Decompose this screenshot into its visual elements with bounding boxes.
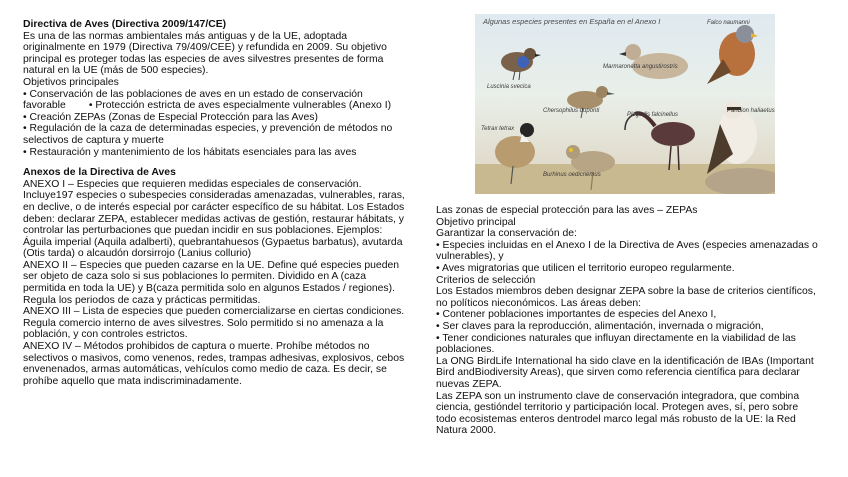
text-line: envenenados, armas automáticas, vehículos como medio de caza. Es decir, se <box>23 364 387 376</box>
text-line: • Restauración y mantenimiento de los hábitats esenciales para las aves <box>23 146 357 158</box>
text-line: deben: declarar ZEPA, establecer medidas activas de gestión, restaurar hábitats, y <box>23 213 404 225</box>
text-line: Incluye197 especies o subespecies consideradas amenazadas, vulnerables, raras, <box>23 190 405 202</box>
text-line: Bird andBiodiversity Areas), que sirven como referencia científica para declarar <box>436 367 800 379</box>
text-line: Regula comercio interno de aves silvestres. Solo permitido si no amenaza a la <box>23 317 384 329</box>
annexes-body <box>23 179 415 388</box>
text-line: Regula los periodos de caza y prácticas permitidas. <box>23 294 261 306</box>
directive-body <box>23 31 415 159</box>
text-line: no políticos nieconómicos. Las áreas deben: <box>436 297 642 309</box>
bluethroat-illustration <box>501 48 541 80</box>
text-line: en declive, o de interés especial por carácter específico de su hábitat. Los Estados <box>23 201 405 213</box>
text-line: Objetivos principales <box>23 76 119 88</box>
text-line: controlar las perturbaciones que puedan incidir en sus poblaciones. Ejemplos: <box>23 225 383 237</box>
text-line: selectivos o masivos, como venenos, redes, trampas adhesivas, explosivos, cebos <box>23 352 405 364</box>
right-column <box>436 205 828 437</box>
text-line: ANEXO III – Lista de especies que pueden comercializarse en ciertas condiciones. <box>23 306 405 318</box>
text-line: nuevas ZEPA. <box>436 378 502 390</box>
text-line: Es una de las normas ambientales más antiguas y de la UE, adoptada <box>23 30 348 42</box>
text-line: Criterios de selección <box>436 274 536 286</box>
figure-caption: Plegadis falcinellus <box>627 112 679 118</box>
text-line: vulnerables), y <box>436 251 504 263</box>
text-line: Águila imperial (Aquila adalberti), quebrantahuesos (Gypaetus barbatus), avutarda <box>23 236 403 248</box>
text-line: Las ZEPA son un instrumento clave de conservación integradora, que combina <box>436 390 800 402</box>
text-line: • Especies incluidas en el Anexo I de la Directiva de Aves (especies amenazadas o <box>436 239 818 251</box>
text-line: permitida en toda la UE) y B(caza permitida solo en algunos Estados / regiones). <box>23 283 395 295</box>
text-line: Garantizar la conservación de: <box>436 228 577 240</box>
figure-caption: Chersophilus duponti <box>543 108 600 114</box>
bird-species-figure <box>475 14 775 194</box>
text-line: Objetivo principal <box>436 216 516 228</box>
text-line: ANEXO IV – Métodos prohibidos de captura o muerte. Prohíbe métodos no <box>23 341 370 353</box>
text-line: ANEXO II – Especies que pueden cazarse en la UE. Define qué especies pueden <box>23 259 400 271</box>
duck-illustration <box>619 44 688 79</box>
text-line: prohíbe aquello que mata indiscriminadamente. <box>23 375 242 387</box>
text-line: • Aves migratorias que utilicen el territorio europeo regularmente. <box>436 262 735 274</box>
figure-caption: Luscinia svecica <box>487 84 531 90</box>
falcon-illustration <box>707 25 758 84</box>
text-line: población, y con controles estrictos. <box>23 329 188 341</box>
left-column <box>23 19 415 387</box>
figure-caption: Tetrax tetrax <box>481 126 515 132</box>
figure-caption: Burhinus oedicnemus <box>543 172 601 178</box>
text-line: (Otis tarda) o alcaudón dorsirrojo (Lanius collurio) <box>23 248 252 260</box>
text-line: Natura 2000. <box>436 425 497 437</box>
text-line: selectivos de captura y muerte <box>23 134 164 146</box>
figure-caption: Falco naumanni <box>707 20 750 26</box>
text-line: • Regulación de la caza de determinadas especies, y prevención de métodos no <box>23 123 393 135</box>
directive-heading: Directiva de Aves (Directiva 2009/147/CE) <box>23 19 227 30</box>
text-line: • Contener poblaciones importantes de especies del Anexo I, <box>436 309 717 321</box>
text-line: principal es proteger todas las especies de aves silvestres presentes de forma <box>23 53 384 65</box>
text-line: favorable • Protección estricta de aves especialmente vulnerables (Anexo I) <box>23 100 392 112</box>
figure-title: Algunas especies presentes en España en el Anexo I <box>483 17 661 26</box>
text-line: originalmente en 1979 (Directiva 79/409/CEE) y refundida en 2009. Su objetivo <box>23 42 387 54</box>
text-line: • Ser claves para la reproducción, alimentación, invernada o migración, <box>436 320 764 332</box>
text-line: todo ecosistemas enteros dentrodel marco legal más robusto de la UE: la Red <box>436 413 796 425</box>
text-line: ciencia, gestióndel territorio y participación local. Protegen aves, sí, pero sobre <box>436 402 799 414</box>
text-line: poblaciones. <box>436 344 495 356</box>
text-line: natural en la UE (más de 500 especies). <box>23 65 209 77</box>
text-line: • Tener condiciones naturales que influyan directamente en la viabilidad de las <box>436 332 796 344</box>
text-line: ser objeto de caza solo si sus poblaciones lo permiten. Dividido en A (caza <box>23 271 367 283</box>
text-line: • Conservación de las poblaciones de aves en un estado de conservación <box>23 88 363 100</box>
ibis-illustration <box>625 113 695 170</box>
text-line: Los Estados miembros deben designar ZEPA sobre la base de criterios científicos, <box>436 286 816 298</box>
text-line: ANEXO I – Especies que requieren medidas especiales de conservación. <box>23 178 362 190</box>
annexes-heading: Anexos de la Directiva de Aves <box>23 167 176 179</box>
text-line: Las zonas de especial protección para las aves – ZEPAs <box>436 205 698 216</box>
text-line: La ONG BirdLife International ha sido clave en la identificación de IBAs (Important <box>436 355 814 367</box>
figure-caption: Pandion haliaetus <box>727 108 775 114</box>
bird-illustration <box>475 14 775 194</box>
figure-caption: Marmaronetta angustirostris <box>603 64 678 70</box>
text-line: • Creación ZEPAs (Zonas de Especial Protección para las Aves) <box>23 111 318 123</box>
